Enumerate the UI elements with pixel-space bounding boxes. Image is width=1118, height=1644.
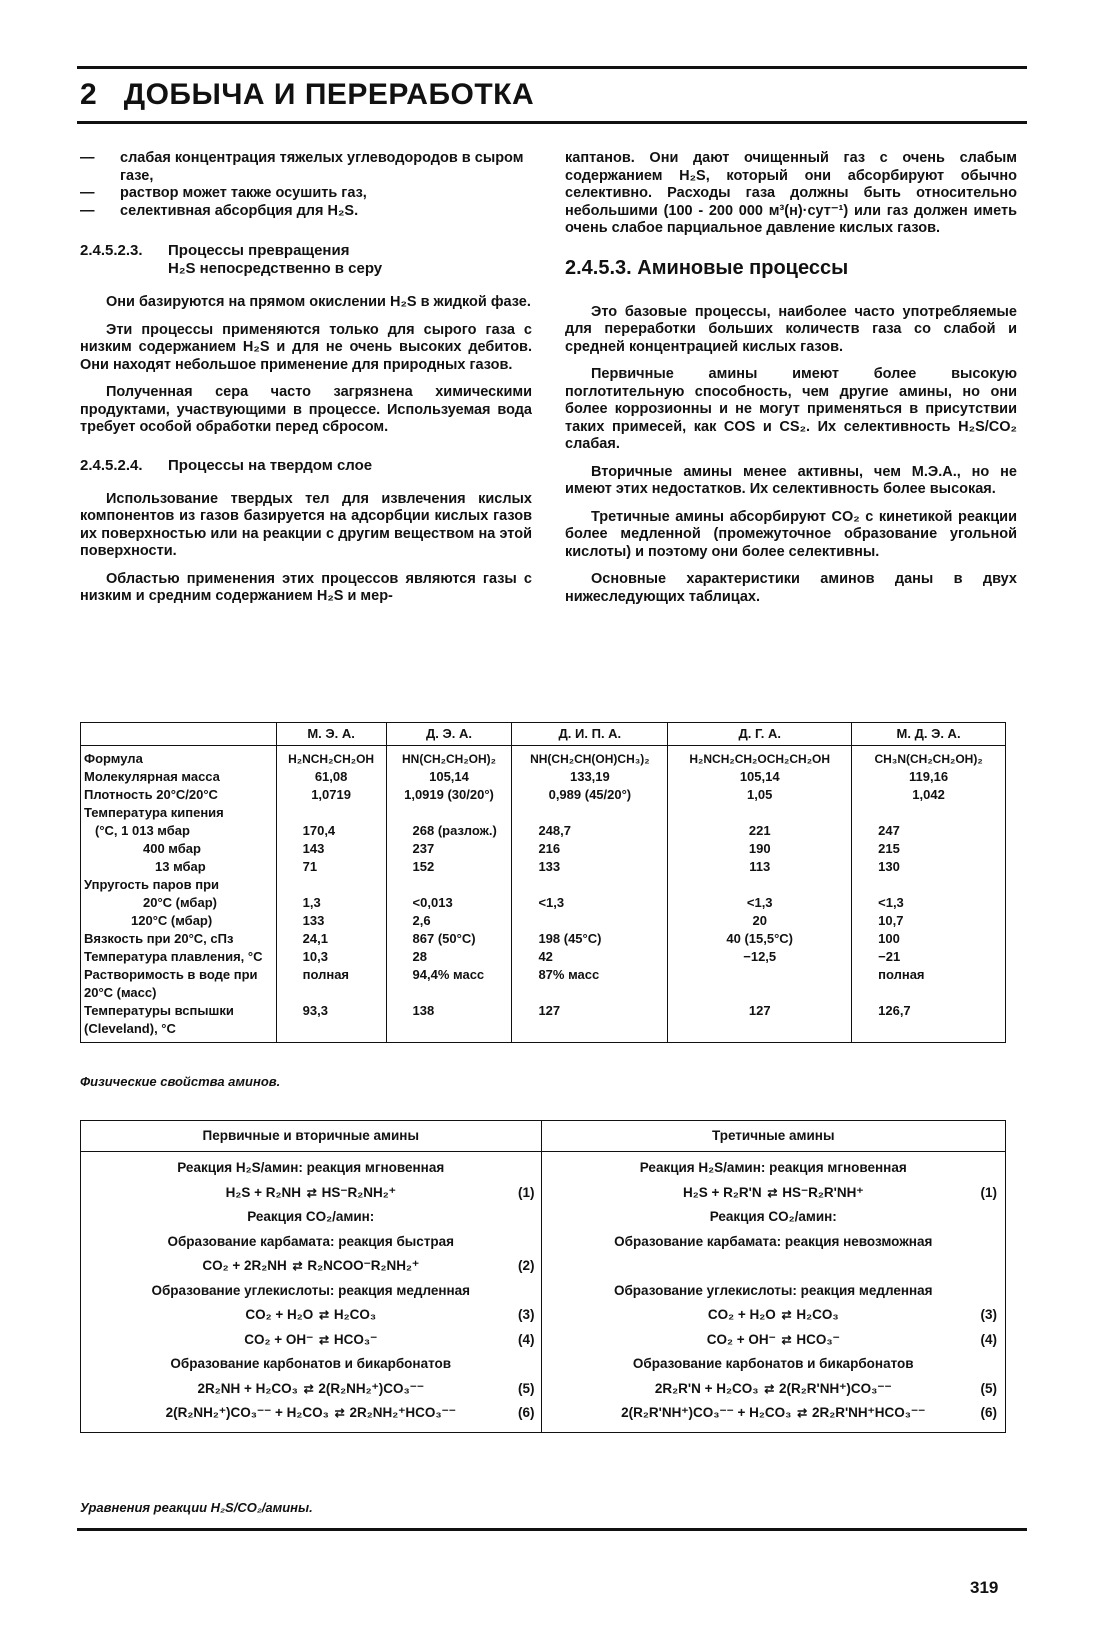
reaction-label: Реакция CO₂/амин: <box>247 1209 375 1224</box>
table-row <box>81 894 1006 912</box>
table-cell: 152 <box>386 858 512 876</box>
equation-rhs: 2(R₂NH₂⁺)CO₃⁻⁻ <box>318 1380 425 1396</box>
table-cell: 198 (45°C) <box>512 930 668 948</box>
table-row <box>81 768 1006 786</box>
table-cell: <1,3 <box>852 894 1006 912</box>
header-bottom-rule <box>77 121 1027 124</box>
equation-rhs: HCO₃⁻ <box>333 1331 378 1347</box>
paragraph: Это базовые процессы, наиболее часто употребляемые для переработки больших количеств газа со слабой и средней концентрацией кислых газов. <box>565 303 1017 355</box>
row-label: Плотность 20°C/20°C <box>81 786 277 804</box>
equilibrium-arrow-icon: ⇄ <box>306 1185 316 1200</box>
equation-rhs: HS⁻R₂R'NH⁺ <box>782 1184 864 1200</box>
paragraph: Они базируются на прямом окислении H₂S в жидкой фазе. <box>106 294 531 310</box>
table-cell: <0,013 <box>386 894 512 912</box>
table-cell: 113 <box>668 858 852 876</box>
column-header: Д. Г. А. <box>668 723 852 746</box>
table-cell: 2,6 <box>386 912 512 930</box>
equation-rhs: 2R₂NH₂⁺HCO₃⁻⁻ <box>349 1405 456 1420</box>
equation-number: (5) <box>980 1380 997 1396</box>
table-cell: 87% масс <box>512 966 668 1002</box>
equation-lhs: 2R₂R'N + H₂CO₃ <box>654 1380 759 1396</box>
table-row <box>81 948 1006 966</box>
blank-line <box>548 1254 1000 1279</box>
row-label: Температуры вспышки (Cleveland), °C <box>81 1002 277 1043</box>
row-label: Вязкость при 20°C, сПз <box>81 930 277 948</box>
equation-rhs: 2R₂R'NH⁺HCO₃⁻⁻ <box>811 1405 926 1420</box>
table-cell: 105,14 <box>386 768 512 786</box>
reaction-label: Образование карбонатов и бикарбонатов <box>632 1356 914 1371</box>
column-header-primary-secondary: Первичные и вторичные амины <box>81 1121 542 1152</box>
table-cell: −21 <box>852 948 1006 966</box>
reaction-label: Реакция CO₂/амин: <box>709 1209 837 1224</box>
reaction-equation <box>87 1401 535 1426</box>
paragraph: Эти процессы применяются только для сырого газа с низким содержанием H₂S и для не очень высоких дебитов. Они находят небольшое применение для природных газов. <box>80 321 532 373</box>
section-heading-2-4-5-2-4: 2.4.5.2.4. Процессы на твердом слое <box>80 456 373 474</box>
column-header: М. Д. Э. А. <box>852 723 1006 746</box>
table-row <box>81 840 1006 858</box>
table-cell: 28 <box>386 948 512 966</box>
table-cell: 71 <box>276 858 386 876</box>
paragraph: Полученная сера часто загрязнена химическими продуктами, участвующими в процессе. Используемая вода требует особой обработки перед сбросом. <box>80 384 532 435</box>
properties-table-caption: Физические свойства аминов. <box>80 1074 281 1089</box>
table-cell: 216 <box>512 840 668 858</box>
left-column <box>80 150 532 616</box>
reactions-table-caption: Уравнения реакции H₂S/CO₂/амины. <box>80 1500 313 1515</box>
table-row <box>81 786 1006 804</box>
reaction-label: Образование карбамата: реакция быстрая <box>167 1233 455 1249</box>
table-cell: 170,4 <box>276 822 386 840</box>
reaction-equation <box>87 1377 535 1402</box>
table-cell: 133 <box>276 912 386 930</box>
row-label: Формула <box>81 746 277 769</box>
table-cell: 127 <box>668 1002 852 1043</box>
equation-number: (6) <box>518 1405 535 1420</box>
equation-number: (6) <box>980 1405 997 1420</box>
equilibrium-arrow-icon: ⇄ <box>764 1381 774 1396</box>
table-cell: полная <box>276 966 386 1002</box>
table-cell: 268 (разлож.) <box>386 822 512 840</box>
table-body <box>81 746 1006 1043</box>
table-cell: 133 <box>512 858 668 876</box>
table-row <box>81 876 1006 894</box>
table-cell: CH₃N(CH₂CH₂OH)₂ <box>852 746 1006 769</box>
equation-lhs: CO₂ + H₂O <box>707 1307 776 1322</box>
row-label: Молекулярная масса <box>81 768 277 786</box>
table-cell: 247 <box>852 822 1006 840</box>
equilibrium-arrow-icon: ⇄ <box>334 1406 344 1420</box>
row-label: Растворимость в воде при 20°C (масс) <box>81 966 277 1002</box>
table-cell <box>276 876 386 894</box>
equation-lhs: CO₂ + OH⁻ <box>706 1331 776 1347</box>
reaction-label: Образование углекислоты: реакция медленная <box>613 1282 933 1298</box>
table-cell <box>512 912 668 930</box>
column-header-tertiary: Третичные амины <box>541 1121 1006 1152</box>
reaction-equation <box>87 1181 535 1206</box>
reaction-equation <box>87 1328 535 1353</box>
row-label: 400 мбар <box>81 840 277 858</box>
table-cell <box>852 876 1006 894</box>
equilibrium-arrow-icon: ⇄ <box>781 1332 791 1347</box>
equilibrium-arrow-icon: ⇄ <box>303 1381 313 1396</box>
equilibrium-arrow-icon: ⇄ <box>767 1185 777 1200</box>
table-row <box>81 912 1006 930</box>
table-header-row <box>81 1121 1006 1152</box>
table-cell: 0,989 (45/20°) <box>512 786 668 804</box>
table-cell: H₂NCH₂CH₂OH <box>276 746 386 769</box>
equation-lhs: CO₂ + 2R₂NH <box>202 1258 287 1273</box>
table-cell: <1,3 <box>512 894 668 912</box>
table-cell: 126,7 <box>852 1002 1006 1043</box>
table-cell <box>512 876 668 894</box>
row-label: Температура плавления, °C <box>81 948 277 966</box>
equation-number: (3) <box>980 1307 997 1322</box>
equation-lhs: CO₂ + H₂O <box>245 1307 314 1322</box>
equation-number: (1) <box>518 1184 535 1200</box>
table-cell <box>512 804 668 822</box>
table-cell: 248,7 <box>512 822 668 840</box>
table-cell: 40 (15,5°C) <box>668 930 852 948</box>
table-row <box>81 966 1006 1002</box>
reaction-label: Реакция H₂S/амин: реакция мгновенная <box>639 1160 907 1175</box>
reaction-label: Реакция H₂S/амин: реакция мгновенная <box>177 1160 445 1175</box>
reaction-label: Образование карбонатов и бикарбонатов <box>170 1356 452 1371</box>
equation-lhs: H₂S + R₂NH <box>225 1184 302 1200</box>
row-label: 13 мбар <box>81 858 277 876</box>
table-cell: 93,3 <box>276 1002 386 1043</box>
table-cell: 130 <box>852 858 1006 876</box>
table-cell: H₂NCH₂CH₂OCH₂CH₂OH <box>668 746 852 769</box>
table-cell: −12,5 <box>668 948 852 966</box>
table-cell <box>386 876 512 894</box>
reaction-equation <box>548 1328 1000 1353</box>
equation-lhs: 2(R₂R'NH⁺)CO₃⁻⁻ + H₂CO₃ <box>621 1405 792 1420</box>
equation-rhs: HCO₃⁻ <box>796 1331 840 1347</box>
equilibrium-arrow-icon: ⇄ <box>781 1308 791 1322</box>
chapter-number: 2 <box>80 78 98 111</box>
right-column <box>565 150 1017 616</box>
equation-rhs: R₂NCOO⁻R₂NH₂⁺ <box>307 1258 420 1273</box>
table-row <box>81 822 1006 840</box>
reaction-equation <box>548 1303 1000 1328</box>
table-cell <box>852 804 1006 822</box>
table-cell: 867 (50°C) <box>386 930 512 948</box>
paragraph: Третичные амины абсорбируют CO₂ с кинетикой реакции более медленной (промежуточное образование угольной кислоты) и поэтому они более селективны. <box>565 508 1017 560</box>
equation-rhs: HS⁻R₂NH₂⁺ <box>321 1184 396 1200</box>
paragraph: Основные характеристики аминов даны в двух нижеследующих таблицах. <box>565 571 1017 605</box>
table-cell: 237 <box>386 840 512 858</box>
reaction-equation <box>87 1254 535 1279</box>
table-cell <box>668 804 852 822</box>
equation-number: (2) <box>518 1258 535 1273</box>
row-label: Упругость паров при <box>81 876 277 894</box>
table-row <box>81 746 1006 769</box>
reaction-equation <box>548 1377 1000 1402</box>
table-row <box>81 804 1006 822</box>
footer-rule <box>77 1528 1027 1531</box>
column-header: Д. И. П. А. <box>512 723 668 746</box>
equation-number: (4) <box>518 1331 535 1347</box>
header-top-rule <box>77 66 1027 69</box>
paragraph: Вторичные амины менее активны, чем М.Э.А., но не имеют этих недостатков. Их селективность более высокая. <box>565 463 1017 497</box>
table-cell <box>276 804 386 822</box>
table-cell: 20 <box>668 912 852 930</box>
table-cell: 94,4% масс <box>386 966 512 1002</box>
amine-properties-table <box>80 722 1006 1043</box>
section-heading-2-4-5-3: 2.4.5.3. Аминовые процессы <box>565 256 849 279</box>
chapter-heading <box>80 78 534 112</box>
table-cell: 1,042 <box>852 786 1006 804</box>
equation-number: (4) <box>980 1331 997 1347</box>
equation-lhs: H₂S + R₂R'N <box>683 1184 762 1200</box>
table-cell <box>386 804 512 822</box>
table-cell: 127 <box>512 1002 668 1043</box>
table-cell: 138 <box>386 1002 512 1043</box>
table-cell: 1,05 <box>668 786 852 804</box>
table-header-row <box>81 723 1006 746</box>
table-cell: HN(CH₂CH₂OH)₂ <box>386 746 512 769</box>
table-cell: 143 <box>276 840 386 858</box>
table-cell: 10,3 <box>276 948 386 966</box>
page-number: 319 <box>970 1578 999 1597</box>
column-header <box>81 723 277 746</box>
reaction-equation <box>548 1181 1000 1206</box>
equation-lhs: CO₂ + OH⁻ <box>244 1331 314 1347</box>
table-cell <box>668 876 852 894</box>
table-cell: 190 <box>668 840 852 858</box>
row-label: 120°C (мбар) <box>81 912 277 930</box>
table-cell: 119,16 <box>852 768 1006 786</box>
table-cell: 24,1 <box>276 930 386 948</box>
equilibrium-arrow-icon: ⇄ <box>319 1332 329 1347</box>
equation-number: (3) <box>518 1307 535 1322</box>
table-cell <box>668 966 852 1002</box>
reaction-label: Образование углекислоты: реакция медленная <box>151 1282 471 1298</box>
table-cell: 1,3 <box>276 894 386 912</box>
equation-number: (5) <box>518 1380 535 1396</box>
table-cell: 10,7 <box>852 912 1006 930</box>
equilibrium-arrow-icon: ⇄ <box>797 1406 807 1420</box>
table-cell: <1,3 <box>668 894 852 912</box>
bullet-item: — раствор может также осушить газ, <box>80 185 367 201</box>
paragraph: каптанов. Они дают очищенный газ с очень слабым содержанием H₂S, который они абсорбируют обычно селективно. Расходы газа должны быть относительно небольшими (100 - 200 000 м³(н)·сут⁻¹) или газ должен иметь очень слабое парциальное давление кислых газов. <box>565 150 1017 236</box>
table-cell: 42 <box>512 948 668 966</box>
equation-lhs: 2(R₂NH₂⁺)CO₃⁻⁻ + H₂CO₃ <box>165 1405 329 1420</box>
reaction-equation <box>548 1401 1000 1426</box>
table-cell: полная <box>852 966 1006 1002</box>
equation-rhs: 2(R₂R'NH⁺)CO₃⁻⁻ <box>779 1380 892 1396</box>
equation-number: (1) <box>980 1184 997 1200</box>
reactions-table <box>80 1120 1006 1433</box>
table-cell: 215 <box>852 840 1006 858</box>
table-row <box>81 1002 1006 1043</box>
row-label: (°C, 1 013 мбар <box>81 822 277 840</box>
bullet-item: — селективная абсорбция для H₂S. <box>80 202 359 219</box>
column-header: М. Э. А. <box>276 723 386 746</box>
table-cell: 221 <box>668 822 852 840</box>
paragraph: Первичные амины имеют более высокую поглотительную способность, чем другие амины, но они более коррозионны и не могут применяться в присутствии таких примесей, как COS и CS₂. Их селективность H₂S/CO₂ слабая. <box>565 366 1017 452</box>
equation-lhs: 2R₂NH + H₂CO₃ <box>197 1380 298 1396</box>
paragraph: Использование твердых тел для извлечения кислых компонентов из газов базируется на адсорбции кислых газов их поверхностью или на реакции с другим веществом на этой поверхности. <box>80 490 532 559</box>
reaction-label: Образование карбамата: реакция невозможная <box>614 1233 933 1249</box>
table-cell: 100 <box>852 930 1006 948</box>
section-heading-2-4-5-2-3: 2.4.5.2.3. Процессы превращения H₂S непосредственно в серу <box>80 242 383 277</box>
column-header: Д. Э. А. <box>386 723 512 746</box>
equilibrium-arrow-icon: ⇄ <box>319 1308 329 1322</box>
reaction-equation <box>87 1303 535 1328</box>
paragraph: Областью применения этих процессов являются газы с низким и средним содержанием H₂S и мер- <box>80 570 532 604</box>
row-label: 20°C (мбар) <box>81 894 277 912</box>
table-cell: 1,0719 <box>276 786 386 804</box>
table-cell: 105,14 <box>668 768 852 786</box>
equation-rhs: H₂CO₃ <box>796 1307 839 1322</box>
table-row <box>81 858 1006 876</box>
table-cell: 1,0919 (30/20°) <box>386 786 512 804</box>
table-cell: 61,08 <box>276 768 386 786</box>
bullet-item: — слабая концентрация тяжелых углеводородов в сыром газе, <box>80 150 524 184</box>
table-row <box>81 930 1006 948</box>
table-cell: NH(CH₂CH(OH)CH₃)₂ <box>512 746 668 769</box>
reactions-tertiary <box>541 1152 1006 1433</box>
equilibrium-arrow-icon: ⇄ <box>292 1259 302 1273</box>
row-label: Температура кипения <box>81 804 277 822</box>
equation-rhs: H₂CO₃ <box>333 1307 377 1322</box>
reactions-primary-secondary <box>81 1152 542 1433</box>
table-cell: 133,19 <box>512 768 668 786</box>
chapter-title: ДОБЫЧА И ПЕРЕРАБОТКА <box>123 78 535 111</box>
